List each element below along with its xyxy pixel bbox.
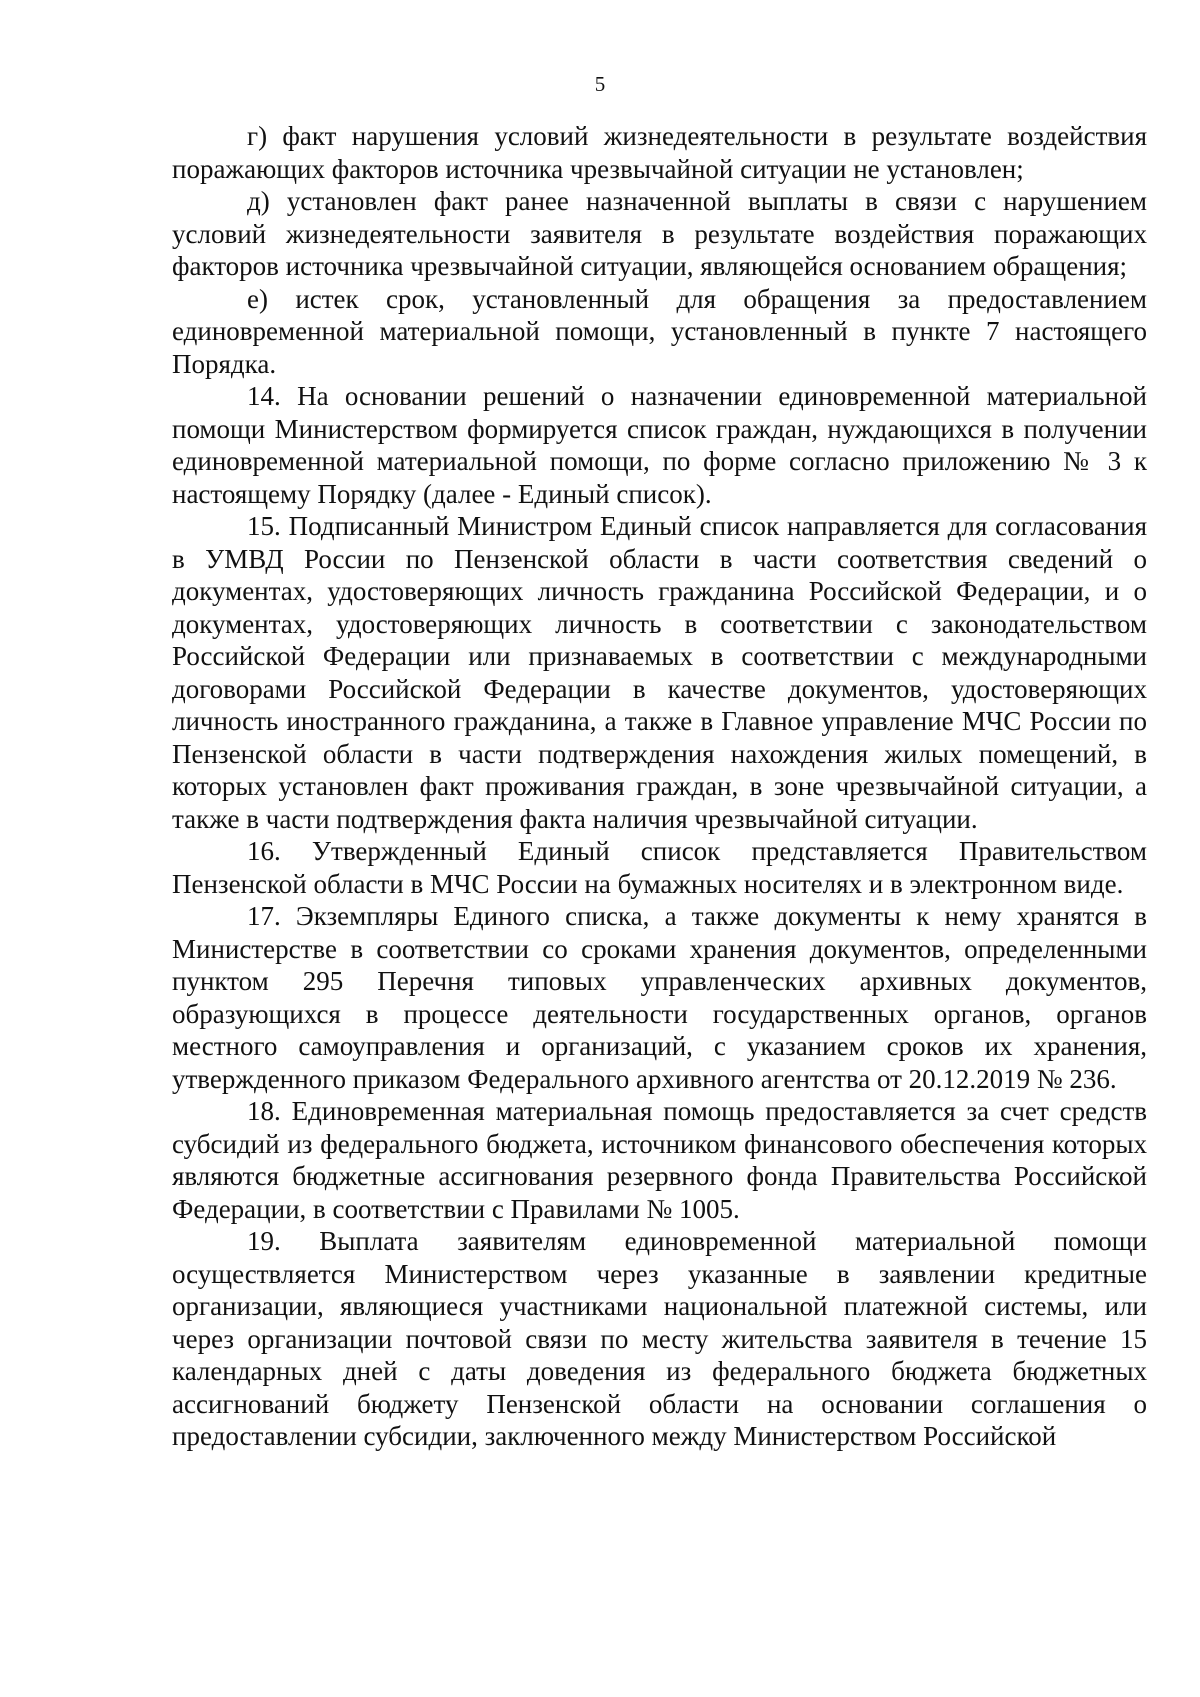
paragraph-item-d: д) установлен факт ранее назначенной выплаты в связи с нарушением условий жизнедеятельности заявителя в результате воздействия поражающих факторов источника чрезвычайной ситуации, являющейся основанием обращения; bbox=[172, 186, 1147, 281]
paragraph-18: 18. Единовременная материальная помощь предоставляется за счет средств субсидий из федерального бюджета, источником финансового обеспечения которых являются бюджетные ассигнования резервного фонда Правительства Российской Федерации, в соответствии с Правилами № 1005. bbox=[172, 1096, 1147, 1224]
paragraph-item-g: г) факт нарушения условий жизнедеятельности в результате воздействия поражающих факторов источника чрезвычайной ситуации не установлен; bbox=[172, 121, 1147, 184]
paragraph-item-e: е) истек срок, установленный для обращения за предоставлением единовременной материальной помощи, установленный в пункте 7 настоящего Порядка. bbox=[172, 283, 1147, 379]
paragraph-17: 17. Экземпляры Единого списка, а также документы к нему хранятся в Министерстве в соответствии со сроками хранения документов, определенными пунктом 295 Перечня типовых управленческих архивных документов, образующихся в процессе деятельности государственных органов, органов местного самоуправления и организаций, с указанием сроков их хранения, утвержденного приказом Федерального архивного агентства от 20.12.2019 № 236. bbox=[172, 901, 1147, 1094]
paragraph-16: 16. Утвержденный Единый список представляется Правительством Пензенской области в МЧС России на бумажных носителях и в электронном виде. bbox=[172, 836, 1147, 899]
paragraph-14: 14. На основании решений о назначении единовременной материальной помощи Министерством формируется список граждан, нуждающихся в получении единовременной материальной помощи, по форме согласно приложению № 3 к настоящему Порядку (далее - Единый список). bbox=[172, 381, 1147, 509]
page-number: 5 bbox=[594, 72, 606, 96]
document-body bbox=[172, 120, 1147, 1453]
paragraph-15: 15. Подписанный Министром Единый список направляется для согласования в УМВД России по Пензенской области в части соответствия сведений о документах, удостоверяющих личность гражданина Российской Федерации, и о документах, удостоверяющих личность в соответствии с законодательством Российской Федерации или признаваемых в соответствии с международными договорами Российской Федерации в качестве документов, удостоверяющих личность иностранного гражданина, а также в Главное управление МЧС России по Пензенской области в части подтверждения нахождения жилых помещений, в которых установлен факт проживания граждан, в зоне чрезвычайной ситуации, а также в части подтверждения факта наличия чрезвычайной ситуации. bbox=[172, 511, 1147, 834]
paragraph-19: 19. Выплата заявителям единовременной материальной помощи осуществляется Министерством через указанные в заявлении кредитные организации, являющиеся участниками национальной платежной системы, или через организации почтовой связи по месту жительства заявителя в течение 15 календарных дней с даты доведения из федерального бюджета бюджетных ассигнований бюджету Пензенской области на основании соглашения о предоставлении субсидии, заключенного между Министерством Российской bbox=[172, 1226, 1147, 1451]
